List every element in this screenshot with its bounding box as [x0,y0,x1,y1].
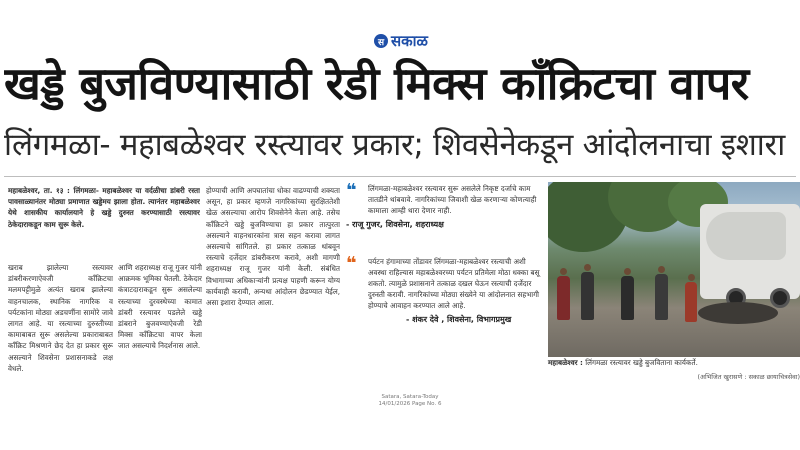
person [621,276,634,320]
article-column-a: खराब झालेल्या रस्त्यावर डांबरीकरणाऐवजी काँक्रिटचा मलमपट्टीमुळे अत्यंत खराब झालेल्या वाहनचालक, स्थानिक नागरिक व पर्यटकांना मोठ्या अडचणींना सामोरे जावे लागत आहे. या रस्त्याच्या दुरुस्तीच्या कामाबाबत सुरू असलेल्या प्रकाराबाबत काँक्रिट मिश्रणाने छेद देत हा प्रकार सुरू असल्याने शिवसेना प्रशासनाकडे लक्ष वेधले. [8,263,113,373]
masthead-name: सकाळ [391,32,428,50]
quote-text: लिंगमळा-महाबळेश्वर रस्त्यावर सुरू असलेले निकृष्ट दर्जाचे काम तातडीने थांबवावे. नागरिकांच्या जिवाशी खेळ करणाऱ्या कोणत्याही कामाला आम्ही थारा देणार नाही. [368,184,537,215]
caption-place: महाबळेश्वर : [548,358,583,367]
article-column-c: होण्याची आणि अपघातांचा धोका वाढण्याची शक्यता असून, हा प्रकार म्हणजे नागरिकांच्या सुरक्षिततेशी खेळ असल्याचा आरोप शिवसेनेने केला आहे. तसेच काँक्रिटने खड्डे बुजविण्याचा हा प्रकार तात्पुरता असल्याने वाहनधारकांना त्रास सहन करावा लागत असल्याचे सांगितले. हा प्रकार तत्काळ थांबवून रस्त्याचे दर्जेदार डांबरीकरण करावे, अशी मागणी शहराध्यक्ष राजू गुजर यांनी केली. संबंधित विभागाच्या अधिकाऱ्यांनी प्रत्यक्ष पाहणी करून योग्य कार्यवाही करावी, अन्यथा आंदोलन छेडण्यात येईल, असा इशारा देण्यात आला. [206,186,340,308]
quote-text: पर्यटन हंगामाच्या तोंडावर लिंगमळा-महाबळेश्वर रस्त्याची अशी अवस्था राहिल्यास महाबळेश्वरच्या पर्यटन प्रतिमेला मोठा धक्का बसू शकतो. त्यामुळे प्रशासनाने तत्काळ दखल घेऊन रस्त्याची दर्जेदार दुरुस्ती करावी. नागरिकांच्या मोठ्या संख्येने या आंदोलनात सहभागी होण्याचे आवाहन करण्यात आले आहे. [368,257,540,310]
section-divider [4,176,796,177]
page-footer [360,394,460,408]
person [557,276,570,320]
subheadline: लिंगमळा- महाबळेश्वर रस्त्यावर प्रकार; शिवसेनेकडून आंदोलनाचा इशारा [4,127,785,163]
person [655,274,668,320]
photo-caption [548,358,800,386]
footer-date-page: 14/01/2026 Page No. 6 [378,401,442,407]
caption-text: लिंगमळा रस्त्यावर खड्डे बुजविताना कार्यकर्ते. [585,358,698,367]
quote-box-1 [346,183,541,255]
photo-credit: (अभिजित खुरासणे : सकाळ छायाचित्रसेवा) [697,373,800,381]
sakal-logo-icon: स [374,34,388,48]
quote-box-2 [346,256,541,376]
masthead [374,31,428,51]
quote-author: - शंकर देवे , शिवसेना, विभागप्रमुख [406,315,512,324]
article-lead: महाबळेश्वर, ता. १३ : लिंगमळा- महाबळेश्वर या वर्दळीचा डांबरी रस्ता पावसाळ्यानंतर मोठ्या प्रमाणात खड्डेमय झाला होता. त्यानंतर महाबळेश्वर येथे शासकीय कार्यालयाने हे खड्डे दुरुस्त करण्यासाठी रस्त्यावर ठेकेदाराकडून काम सुरू केले. [8,186,200,229]
news-photo [548,182,800,357]
quote-author: - राजू गुजर, शिवसेना, शहराध्यक्ष [346,220,444,229]
quote-mark-icon: ❝ [346,183,357,201]
footer-edition: Satara, Satara-Today [381,394,439,400]
quote-mark-icon: ❝ [346,256,357,274]
article-column-b: आणि शहराध्यक्ष राजू गुजर यांनी आक्रमक भूमिका घेतली. ठेकेदार कंत्राटदाराकडून सुरू असलेल्या रस्त्याच्या दुरवस्थेच्या कामात डांबरी रस्त्यावर पडलेले खड्डे डांबराने बुजवण्याऐवजी रेडी मिक्स काँक्रिटचा वापर केला जात असल्याचे निदर्शनास आले. [118,263,202,351]
headline: खड्डे बुजविण्यासाठी रेडी मिक्स कॉंक्रिटचा वापर [4,57,749,110]
person [581,272,594,320]
person [685,282,697,322]
